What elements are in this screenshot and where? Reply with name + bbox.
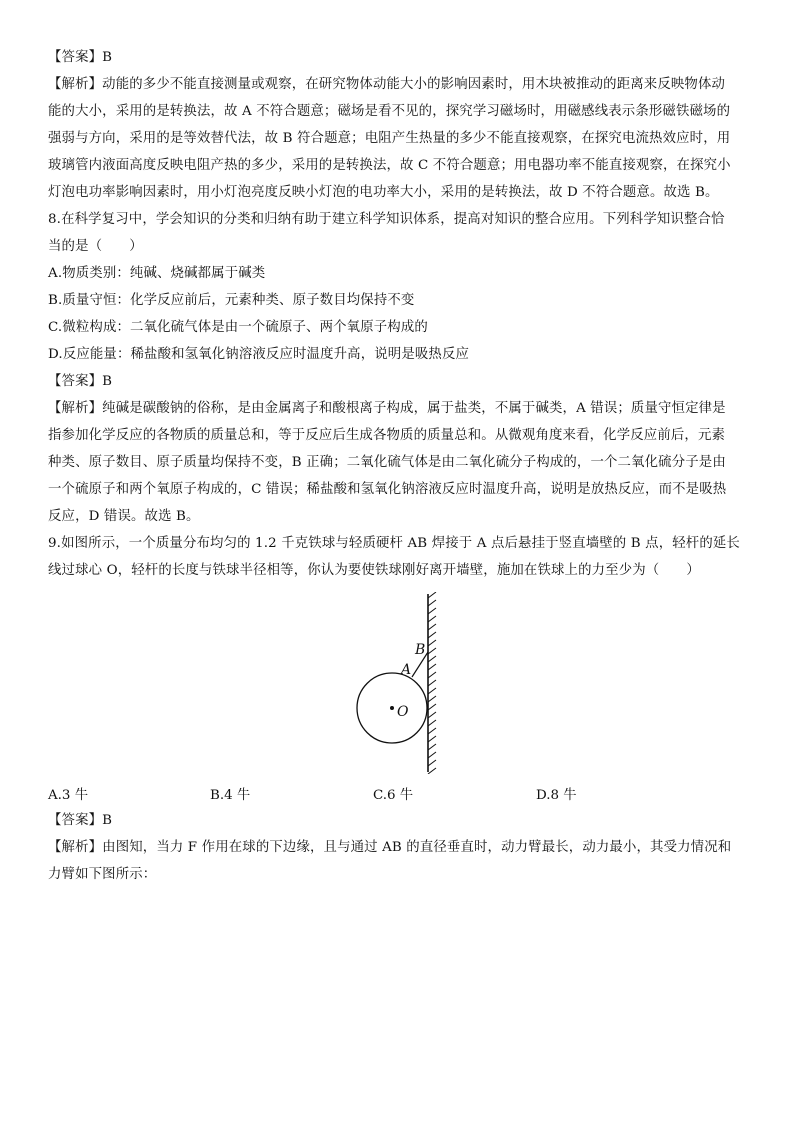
question-9-choices	[48, 784, 748, 804]
analysis-line: 灯泡电功率影响因素时，用小灯泡亮度反映小灯泡的电功率大小，采用的是转换法，故 D 不符合题意。故选 B。	[48, 185, 719, 200]
wall-hatching	[428, 592, 436, 774]
choice-b: B.4 牛	[210, 788, 251, 803]
question-8-stem: 8.在科学复习中，学会知识的分类和归纳有助于建立科学知识体系，提高对知识的整合应用。下列科学知识整合恰	[48, 212, 725, 227]
analysis-line: 指参加化学反应的各物质的质量总和，等于反应后生成各物质的质量总和。从微观角度来看，化学反应前后，元素	[48, 428, 726, 443]
question-8-stem: 当的是（ ）	[48, 239, 143, 254]
analysis-line: 一个硫原子和两个氧原子构成的，C 错误；稀盐酸和氢氧化钠溶液反应时温度升高，说明是放热反应，而不是吸热	[48, 482, 727, 497]
choice-d: D.8 牛	[536, 788, 577, 803]
answer-label: 【答案】B	[48, 374, 113, 389]
question-8-option-a: A.物质类别：纯碱、烧碱都属于碱类	[48, 266, 266, 281]
analysis-line: 【解析】动能的多少不能直接测量或观察，在研究物体动能大小的影响因素时，用木块被推动的距离来反映物体动	[48, 77, 726, 92]
label-o: O	[397, 704, 409, 720]
question-9-stem: 线过球心 O，轻杆的长度与铁球半径相等，你认为要使铁球刚好离开墙壁，施加在铁球上的力至少为（ ）	[48, 563, 700, 578]
label-a: A	[401, 662, 412, 678]
analysis-line: 【解析】由图知，当力 F 作用在球的下边缘，且与通过 AB 的直径垂直时，动力臂最长，动力最小，其受力情况和	[48, 840, 732, 855]
ball-wall-figure	[352, 592, 442, 774]
question-8-option-d: D.反应能量：稀盐酸和氢氧化钠溶液反应时温度升高，说明是吸热反应	[48, 347, 470, 362]
analysis-line: 玻璃管内液面高度反映电阻产热的多少，采用的是转换法，故 C 不符合题意；用电器功率不能直接观察，在探究小	[48, 158, 731, 173]
choice-c: C.6 牛	[373, 788, 414, 803]
choice-a: A.3 牛	[48, 788, 89, 803]
question-9-stem: 9.如图所示，一个质量分布均匀的 1.2 千克铁球与轻质硬杆 AB 焊接于 A 点后悬挂于竖直墙壁的 B 点，轻杆的延长	[48, 536, 740, 551]
answer-label: 【答案】B	[48, 50, 113, 65]
analysis-line: 强弱与方向，采用的是等效替代法，故 B 符合题意；电阻产生热量的多少不能直接观察，在探究电流热效应时，用	[48, 131, 731, 146]
question-8-option-c: C.微粒构成：二氧化硫气体是由一个硫原子、两个氧原子构成的	[48, 320, 428, 335]
analysis-line: 反应，D 错误。故选 B。	[48, 509, 200, 524]
analysis-line: 【解析】纯碱是碳酸钠的俗称，是由金属离子和酸根离子构成，属于盐类，不属于碱类，A 错误；质量守恒定律是	[48, 401, 726, 416]
analysis-line: 力臂如下图所示：	[48, 867, 157, 882]
analysis-line: 种类、原子数目、原子质量均保持不变，B 正确；二氧化硫气体是由二氧化硫分子构成的，一个二氧化硫分子是由	[48, 455, 726, 470]
label-b: B	[415, 642, 426, 658]
ball-center-dot	[390, 706, 394, 710]
question-8-option-b: B.质量守恒：化学反应前后，元素种类、原子数目均保持不变	[48, 293, 415, 308]
analysis-line: 能的大小，采用的是转换法，故 A 不符合题意；磁场是看不见的，探究学习磁场时，用磁感线表示条形磁铁磁场的	[48, 104, 731, 119]
answer-label: 【答案】B	[48, 813, 113, 828]
